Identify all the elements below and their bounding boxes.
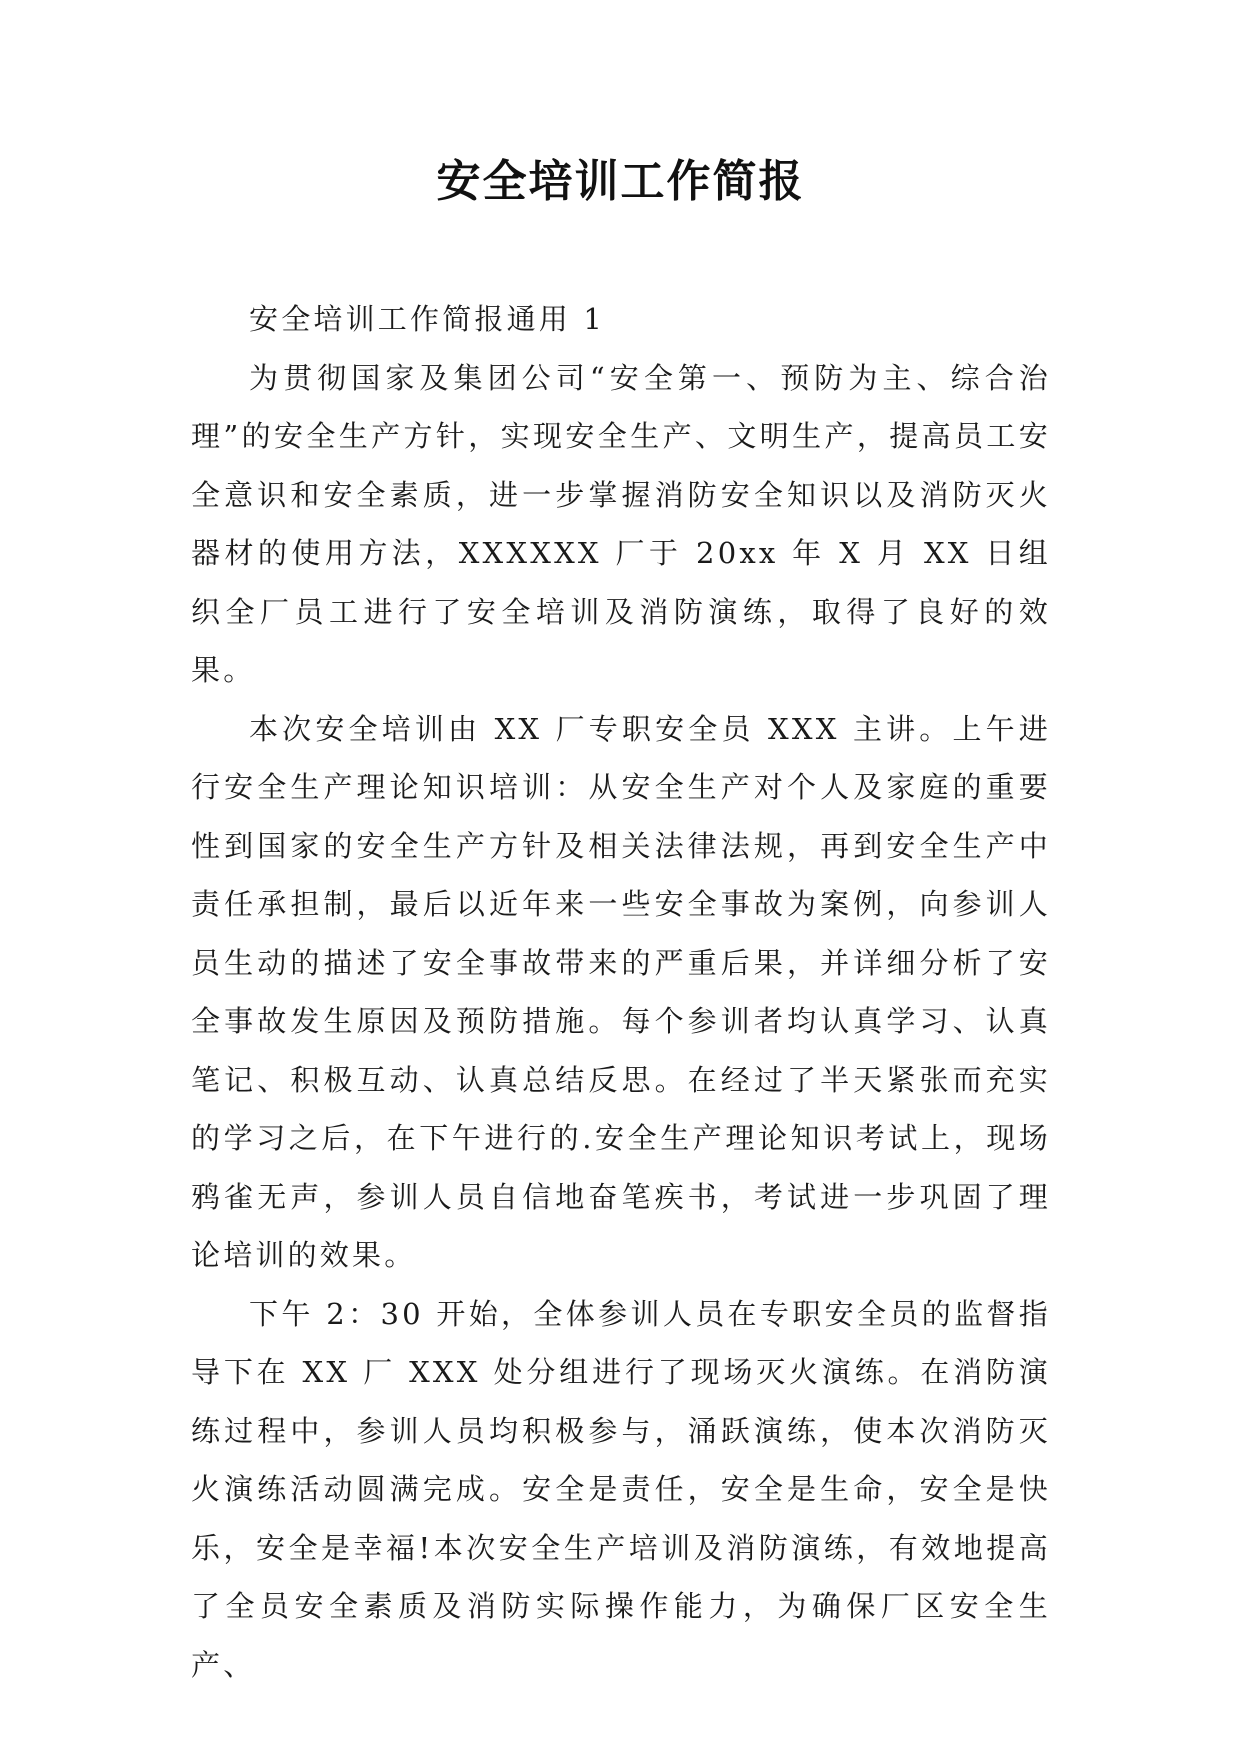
paragraph-afternoon-drill: 下午 2：30 开始，全体参训人员在专职安全员的监督指导下在 XX 厂 XXX 处分组进行了现场灭火演练。在消防演练过程中，参训人员均积极参与，涌跃演练，使本次消防灭火演练活动圆满完成。安全是责任，安全是生命，安全是快乐，安全是幸福!本次安全生产培训及消防演练，有效地提高了全员安全素质及消防实际操作能力，为确保厂区安全生产、: [191, 1296, 1051, 1682]
document-subtitle: 安全培训工作简报通用 1: [249, 302, 606, 336]
paragraph-morning-training: 本次安全培训由 XX 厂专职安全员 XXX 主讲。上午进行安全生产理论知识培训：从安全生产对个人及家庭的重要性到国家的安全生产方针及相关法律法规，再到安全生产中责任承担制，最后以近年来一些安全事故为案例，向参训人员生动的描述了安全事故带来的严重后果，并详细分析了安全事故发生原因及预防措施。每个参训者均认真学习、认真笔记、积极互动、认真总结反思。在经过了半天紧张而充实的学习之后，在下午进行的.安全生产理论知识考试上，现场鸦雀无声，参训人员自信地奋笔疾书，考试进一步巩固了理论培训的效果。: [191, 711, 1051, 1272]
document-title: 安全培训工作简报: [436, 156, 805, 207]
paragraph-intro: 为贯彻国家及集团公司“安全第一、预防为主、综合治理”的安全生产方针，实现安全生产、文明生产，提高员工安全意识和安全素质，进一步掌握消防安全知识以及消防灭火器材的使用方法，XXXXXX 厂于 20xx 年 X 月 XX 日组织全厂员工进行了安全培训及消防演练，取得了良好的效果。: [191, 360, 1051, 687]
document-body: [191, 290, 1051, 1694]
